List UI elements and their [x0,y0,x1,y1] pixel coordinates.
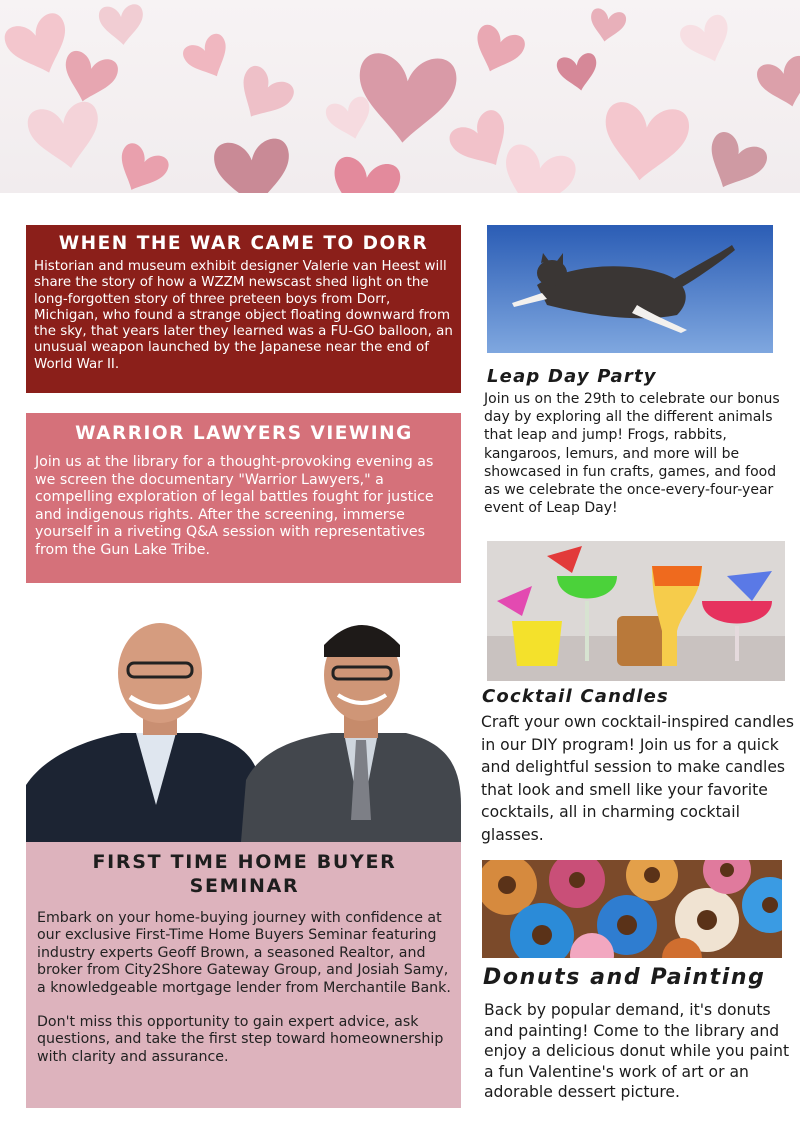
donuts-painting-description: Back by popular demand, it's donuts and painting! Come to the library and enjoy a delicious donut while you paint a fun Valentine's work of art or an adorable dessert picture. [484,1001,790,1102]
warrior-lawyers-panel [26,413,461,583]
lawyers-panel-description: Join us at the library for a thought-provoking evening as we screen the documentary "Warrior Lawyers," a compelling exploration of legal battles fought for justice and indigenous rights. After the screening, immerse yourself in a riveting Q&A session with representatives from the Gun Lake Tribe. [35,454,434,558]
war-panel-description: Historian and museum exhibit designer Valerie van Heest will share the story of how a WZZM newscast shed light on the long-forgotten story of three preteen boys from Dorr, Michigan, who found a strange object floating downward from the sky, that years later they learned was a FU-GO balloon, an unusual weapon launched by the Japanese near the end of World War II. [34,259,453,372]
lawyers-panel-title: WARRIOR LAWYERS VIEWING [75,423,413,444]
cocktail-candles-description: Craft your own cocktail-inspired candles in our DIY program! Join us for a quick and delightful session to make candles that look and smell like your favorite cocktails, all in charming cocktail glasses. [481,713,795,844]
leap-day-description: Join us on the 29th to celebrate our bonus day by exploring all the different animals that leap and jump! Frogs, rabbits, kangaroos, lemurs, and more will be showcased in fun crafts, games, and food as we celebrate the once-every-four-year event of Leap Day! [484,391,780,517]
donuts-painting-title: Donuts and Painting [483,965,766,990]
cocktail-candles-photo [487,541,785,681]
hearts-illustration [0,0,800,193]
cocktail-candles-title: Cocktail Candles [482,686,669,707]
home-buyer-seminar-panel [26,842,461,1108]
presenters-photo [26,605,461,842]
sprinkled-donuts-photo [482,860,782,958]
leap-day-title: Leap Day Party [487,366,657,387]
war-came-to-dorr-panel [26,225,461,393]
hearts-banner-image [0,0,800,193]
seminar-call-to-action: Don't miss this opportunity to gain expert advice, ask questions, and take the first step toward homeownership with clarity and assurance. [37,1014,444,1065]
seminar-description: Embark on your home-buying journey with confidence at our exclusive First-Time Home Buyers Seminar featuring industry experts Geoff Brown, a seasoned Realtor, and broker from City2Shore Gateway Group, and Josiah Samy, a knowledgeable mortgage lender from Merchantile Bank. [37,910,451,996]
seminar-panel-title: FIRST TIME HOME BUYER SEMINAR [92,851,397,897]
leaping-cat-photo [487,225,773,353]
war-panel-title: WHEN THE WAR CAME TO DORR [58,233,429,254]
